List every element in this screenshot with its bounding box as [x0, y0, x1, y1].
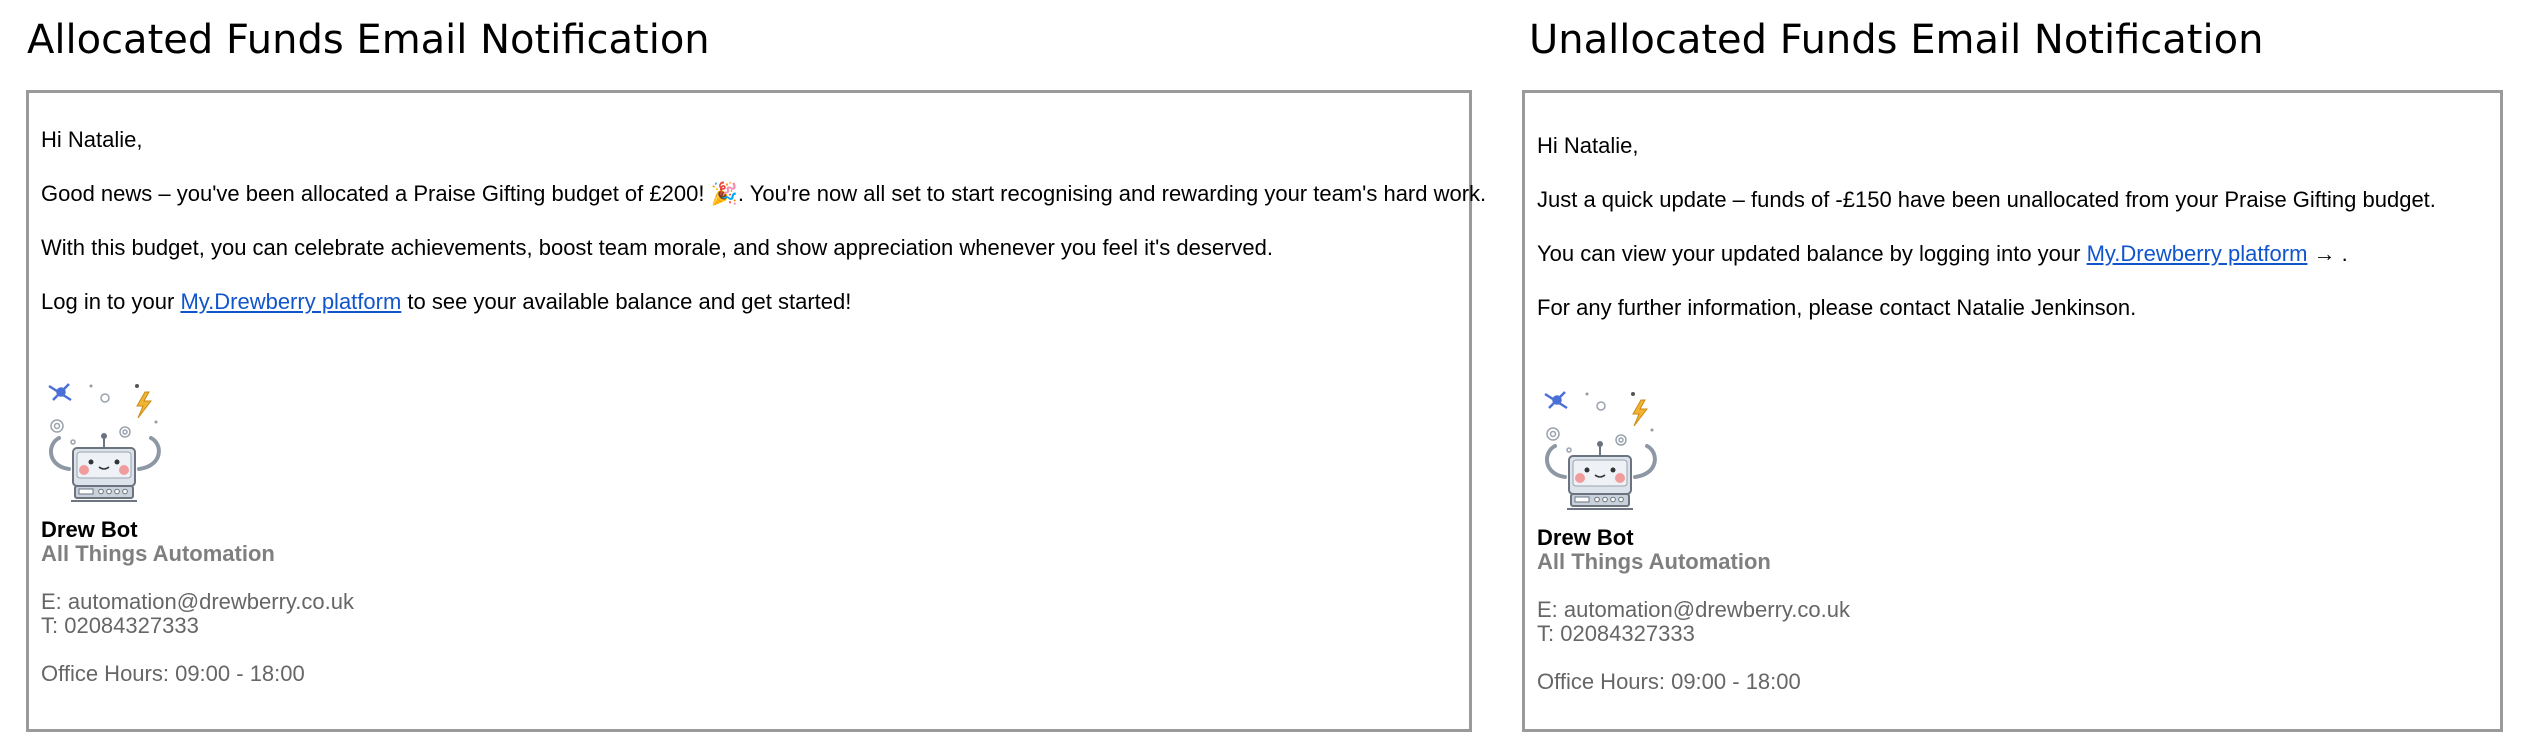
unallocated-email-body — [1537, 131, 2488, 347]
signature-name: Drew Bot — [41, 517, 138, 542]
budget-benefits-message: With this budget, you can celebrate achievements, boost team morale, and show appreciation whenever you feel it's deserved. — [41, 235, 1273, 260]
robot-mascot-icon — [41, 374, 171, 504]
signature-name: Drew Bot — [1537, 525, 1634, 550]
allocated-section-title: Allocated Funds Email Notification — [27, 17, 710, 63]
signature-role: All Things Automation — [1537, 549, 1771, 574]
allocated-email-panel — [26, 90, 1487, 732]
login-instruction-suffix: to see your available balance and get started! — [401, 289, 852, 314]
signature-office-hours: Office Hours: 09:00 - 18:00 — [41, 661, 305, 686]
contact-message: For any further information, please contact Natalie Jenkinson. — [1537, 295, 2137, 320]
unallocation-message: Just a quick update – funds of -£150 have been unallocated from your Praise Gifting budget. — [1537, 187, 2436, 212]
login-instruction-prefix: Log in to your — [41, 289, 181, 314]
login-instruction — [41, 287, 1457, 317]
greeting: Hi Natalie, — [41, 127, 143, 152]
signature-office-hours: Office Hours: 09:00 - 18:00 — [1537, 669, 1801, 694]
balance-instruction-prefix: You can view your updated balance by logging into your — [1537, 241, 2087, 266]
allocation-message: Good news – you've been allocated a Praise Gifting budget of £200! 🎉. You're now all set to start recognising and rewarding your team's hard work. — [41, 181, 1487, 206]
email-signature — [1537, 382, 1850, 694]
signature-role: All Things Automation — [41, 541, 275, 566]
unallocated-section-title: Unallocated Funds Email Notification — [1529, 17, 2264, 63]
balance-instruction — [1537, 239, 2488, 269]
signature-email: E: automation@drewberry.co.uk — [1537, 597, 1850, 622]
allocated-email-body — [41, 125, 1487, 341]
unallocated-email-panel — [1522, 90, 2503, 732]
email-signature — [41, 374, 354, 686]
balance-instruction-suffix: → . — [2307, 241, 2348, 266]
signature-phone: T: 02084327333 — [1537, 621, 1695, 646]
platform-link[interactable]: My.Drewberry platform — [2086, 241, 2308, 266]
signature-phone: T: 02084327333 — [41, 613, 199, 638]
robot-mascot-icon — [1537, 382, 1667, 512]
platform-link[interactable]: My.Drewberry platform — [180, 289, 402, 314]
greeting: Hi Natalie, — [1537, 133, 1639, 158]
signature-email: E: automation@drewberry.co.uk — [41, 589, 354, 614]
